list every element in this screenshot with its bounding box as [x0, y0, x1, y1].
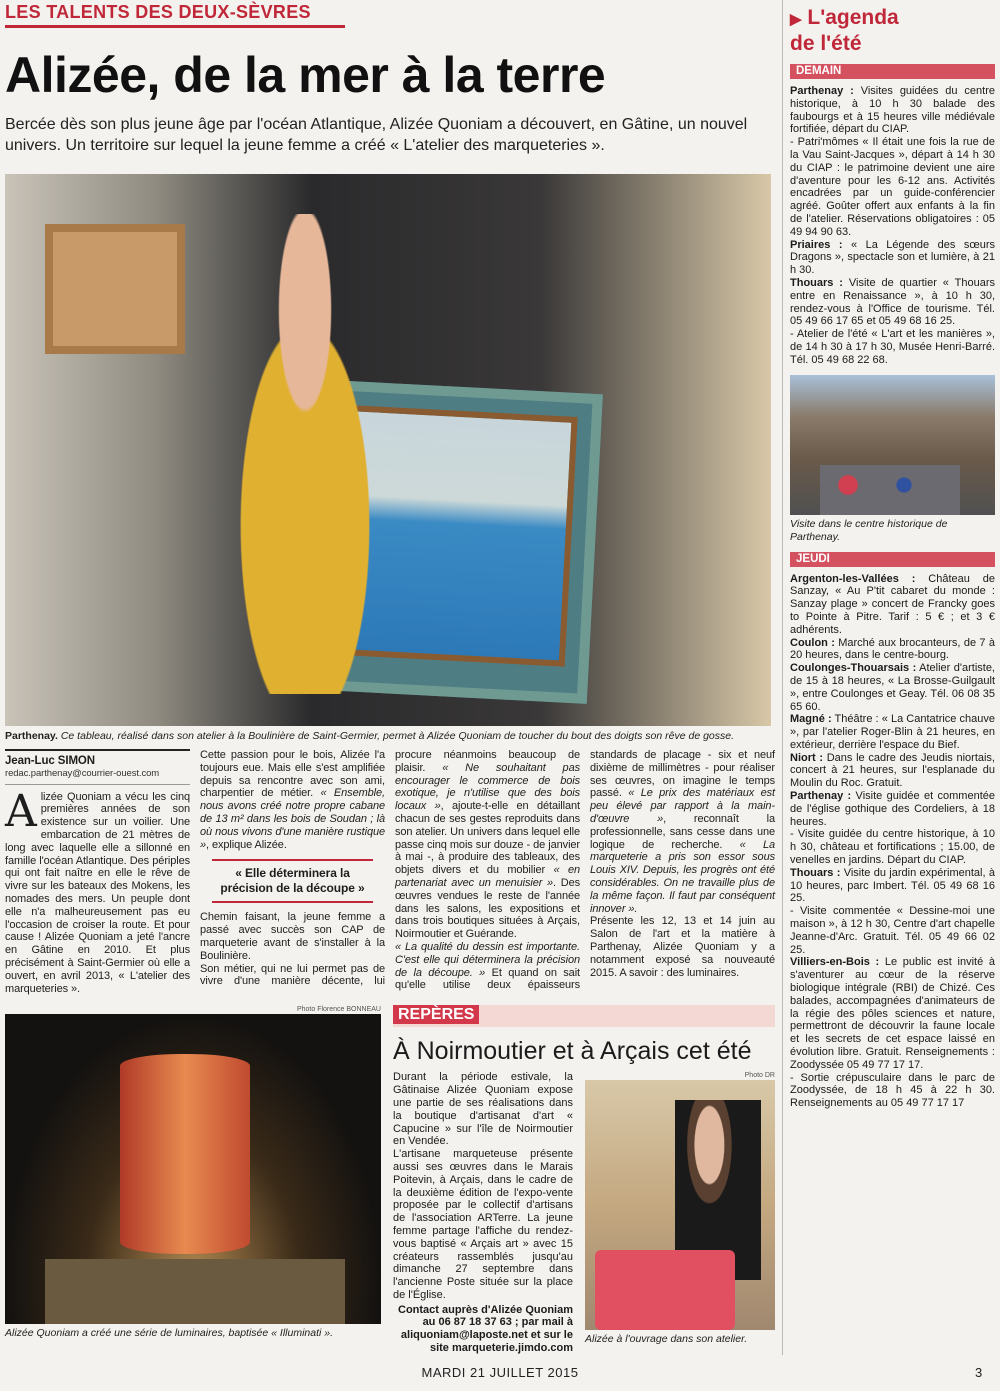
agenda-text: - Patri'mômes « Il était une fois la rue de la Vau Saint-Jacques », départ à 14 h 30 du CIAP : le patrimoine devient une aire d'aventure pour les 6-12 ans. Activités encadrées par un guide-conférencier agréé. Goûter offert aux enfants à la fin de l'atelier. Réservations obligatoires : 05 49 94 90 63. [790, 136, 995, 238]
page-number: 3 [975, 1365, 983, 1380]
agenda-entry [790, 328, 995, 366]
agenda-text: Visites guidées du centre historique, à 10 h 30 balade des faubourgs et à 15 heures ville médiévale fortifiée, départ du CIAP. [790, 85, 995, 136]
article-column-4: « La qualité du dessin est importante. C'est elle qui déterminera la précision de la découpe. » Et quand on sait qu'elle utilise deux épaisseurs standards de placage - six et neuf dixième de millimètres - pour réaliser ses œuvres, on imagine le temps passé. « Le prix des matériaux est peu élevé par rapport à la main-d'œuvre », reconnaît la professionnelle, sans cesse dans une logique de recherche. « La marqueterie a pris son essor sous Louis XIV. Depuis, les progrès ont été considérables. On ne travaille plus de la même façon. Il faut par conséquent innover ». Présente les 12, 13 et 14 juin au Salon de l'art et la matière à Parthenay, Alizée Quoniam y a notamment exposé sa nouveauté 2015. A savoir : des luminaires. [395, 749, 775, 992]
lead-paragraph: Bercée dès son plus jeune âge par l'océan Atlantique, Alizée Quoniam a découvert, en Gâtine, un nouvel univers. Un territoire sur lequel la jeune femme a créé « L'atelier des marqueteries ». [5, 116, 748, 154]
reperes-band [393, 1005, 775, 1027]
reperes-tag: REPÈRES [393, 1005, 479, 1024]
agenda-entry [790, 662, 995, 713]
agenda-entry [790, 713, 995, 751]
agenda-entry [790, 277, 995, 328]
article-column-2: Cette passion pour le bois, Alizée l'a toujours eue. Mais elle s'est amplifiée depuis sa rencontre avec son ami, charpentier de métier. « Ensemble, nous avons créé notre propre cabane de 13 m² dans les bois de Soudan ; là où nous vivons d'une manière rustique », explique Alizée. « Elle déterminera la précision de la découpe » Chemin faisant, la jeune femme a passé avec succès son CAP de marqueterie avant de s'installer à la Boulinière. [200, 749, 385, 962]
column-divider [782, 0, 783, 1355]
wood-base [45, 1259, 345, 1324]
headline: Alizée, de la mer à la terre [5, 47, 606, 103]
agenda-town: Niort : [790, 751, 824, 764]
reperes-photo-block [585, 1071, 775, 1346]
agenda-text: Marché aux brocanteurs, de 7 à 20 heures, dans le centre-bourg. [790, 636, 995, 662]
agenda-entry [790, 867, 995, 905]
agenda-town: Argenton-les-Vallées : [790, 572, 916, 585]
main-photo-caption: Parthenay. Ce tableau, réalisé dans son atelier à la Boulinière de Saint-Germier, permet à Alizée Quoniam de toucher du bout des doigts son rêve de gosse. [5, 730, 735, 742]
agenda-town: Parthenay : [790, 85, 854, 97]
agenda-town: Magné : [790, 713, 832, 726]
agenda-town: Villiers-en-Bois : [790, 956, 880, 969]
framed-picture [45, 224, 185, 354]
reperes-contact: Contact auprès d'Alizée Quoniam au 06 87 18 37 63 ; par mail à aliquoniam@laposte.net et sur le site marqueterie.jimdo.com [398, 1303, 573, 1355]
article-body [5, 749, 775, 995]
lamp [120, 1054, 250, 1254]
reperes-box [393, 1005, 775, 1355]
agenda-text: Dans le cadre des Jeudis niortais, concert à 21 heures, sur l'esplanade du Moulin du Roc. Gratuit. [790, 751, 995, 790]
main-photo [5, 174, 771, 726]
agenda-photo [790, 375, 995, 515]
agenda-town: Coulonges-Thouarsais : [790, 662, 917, 675]
agenda-town: Priaires : [790, 238, 843, 251]
agenda-entry [790, 956, 995, 1071]
article-column-3: Son métier, qui ne lui permet pas de vivre d'une manière décente, lui procure néanmoins beaucoup de plaisir. « Ne souhaitant pas encourager le commerce de bois exotique, je n'utilise que des bois locaux », ajoute-t-elle en détaillant chacun de ses gestes reproduits dans son atelier. Un univers dans lequel elle passe cinq mois sur douze - de janvier à mai -, à produire des tableaux, des objets divers et du mobilier « en partenariat avec un menuisier ». Des œuvres vendues le reste de l'année dans les salons, les expositions et dans trois boutiques situées à Arçais, Noirmoutier et Guérande. [200, 749, 580, 988]
agenda-entry [790, 239, 995, 277]
reperes-photo-credit: Photo DR [744, 1072, 775, 1080]
dropcap: A [5, 785, 37, 837]
reperes-text: Durant la période estivale, la Gâtinaise Alizée Quoniam expose une partie de ses réalisations dans la boutique d'artisanat d'art « Capucine » sur l'île de Noirmoutier en Vendée. L'artisane marqueteuse présente aussi ses œuvres dans le Marais Poitevin, à Arçais, dans le cadre de la deuxième édition de l'expo-vente proposée par le collectif d'artisans de l'association ARTerre. La jeune femme partage l'affiche du rendez-vous baptisé « Arçais art » avec 15 créateurs rassemblés jusqu'au dimanche 27 septembre dans l'ancienne Poste située sur la place de l'Église. Contact auprès d'Alizée Quoniam au 06 87 18 37 63 ; par mail à aliquoniam@laposte.net et sur le site marqueterie.jimdo.com [393, 1071, 573, 1355]
lamp-photo-credit: Photo Florence BONNEAU [296, 1006, 381, 1014]
author: Jean-Luc SIMON [5, 749, 190, 768]
agenda-text: Visite de quartier « Thouars entre en Renaissance », à 10 h 30, rendez-vous à l'Office de tourisme. Tél. 05 49 66 17 65 et 05 49 68 16 25. [790, 276, 995, 328]
agenda-entry [790, 752, 995, 790]
agenda-town: Thouars : [790, 276, 843, 289]
lamp-block [5, 1005, 381, 1340]
author-email: redac.parthenay@courrier-ouest.com [5, 768, 190, 785]
agenda-jeudi-bar: JEUDI [790, 552, 995, 567]
agenda-text: Visite guidée et commentée de l'église gothique des Cordeliers, à 18 heures. [790, 790, 995, 828]
agenda-photo-caption: Visite dans le centre historique de Parthenay. [790, 517, 948, 543]
agenda-demain-bar: DEMAIN [790, 64, 995, 79]
agenda-text: Château de Sanzay, « Au P'tit cabaret du monde : Sanzay plage » concert de Francky goes to Pointe à Pitre. Tarif : 5 € ; et 3 € adhérents. [790, 572, 995, 636]
reperes-title: À Noirmoutier et à Arçais cet été [393, 1037, 752, 1066]
intertitle: « Elle déterminera la précision de la découpe » [212, 859, 373, 903]
reperes-photo [585, 1080, 775, 1330]
visitors-group [820, 465, 960, 515]
agenda-town: Thouars : [790, 866, 841, 879]
agenda-entry [790, 573, 995, 637]
section-rubric: LES TALENTS DES DEUX-SÈVRES [5, 2, 345, 28]
agenda-town: Parthenay : [790, 790, 852, 803]
bottom-row [5, 1005, 775, 1355]
scroll-saw [595, 1250, 735, 1330]
woman-figure [205, 214, 405, 694]
agenda-text: Atelier d'artiste, de 15 à 18 heures, « La Brosse-Guilgault », entre Coulonges et Geay. Tél. 06 08 35 65 60. [790, 662, 995, 713]
agenda-text: - Atelier de l'été « L'art et les manières », de 14 h 30 à 17 h 30, Musée Henri-Barré. Tél. 05 49 68 22 68. [790, 328, 995, 366]
agenda-text: Théâtre : « La Cantatrice chauve », par l'atelier Roger-Blin à 21 heures, en extérieur, derrière l'espace du Bief. [790, 713, 996, 751]
agenda-entry [790, 828, 995, 866]
arrow-icon: ▶ [790, 11, 802, 28]
agenda-text: - Visite commentée « Dessine-moi une maison », à 12 h 30, Centre d'art chapelle Jeanne-d'Arc. Gratuit. Tél. 05 49 66 02 25. [790, 905, 995, 956]
agenda-jeudi-list [790, 573, 995, 1110]
reperes-photo-caption: Alizée à l'ouvrage dans son atelier. [585, 1333, 748, 1346]
agenda-entry [790, 637, 995, 663]
agenda-entry [790, 905, 995, 956]
agenda-entry [790, 85, 995, 136]
article-column-1: Jean-Luc SIMON redac.parthenay@courrier-ouest.com Alizée Quoniam a vécu les cinq premières années de son existence sur un voilier. Une embarcation de 21 mètres de long avec laquelle elle a sillonné en famille l'océan Atlantique. Des périples qui ont fait naître en elle le rêve de vivre sur les bateaux des Mokens, les nomades des mers. Un peuple dont elle n'a malheureusement pas eu l'occasion de croiser la route. Et pour cause ! Alizée Quoniam a jeté l'ancre en Gâtine en 2010. Et plus précisément à Saint-Germier où elle a ouvert, en avril 2013, « L'atelier des marqueteries ». [5, 749, 190, 995]
agenda-text: « La Légende des sœurs Dragons », spectacle son et lumière, à 21 h 30. [790, 238, 995, 277]
agenda-sidebar [790, 6, 995, 1110]
lower-content [5, 730, 775, 1355]
agenda-town: Coulon : [790, 636, 835, 649]
lamp-photo-caption: Alizée Quoniam a créé une série de luminaires, baptisée « Illuminati ». [5, 1327, 334, 1340]
page-date: MARDI 21 JUILLET 2015 [421, 1365, 579, 1380]
agenda-text: Le public est invité à s'aventurer au cœur de la réserve biologique intégrale (RBI) de Chizé. Ces balades, accompagnées d'animateurs de la régie des pôles sciences et nature, permettront de découvrir la faune locale et les secrets de cet espace laissé en évolution libre. Gratuit. Renseignements : Zoodyssée 05 49 77 17 17. [790, 956, 995, 1071]
lamp-photo [5, 1014, 381, 1324]
agenda-entry [790, 136, 995, 238]
agenda-text: - Visite guidée du centre historique, à 10 h 30, château et fortifications ; 15.00, de venelles en jardins. Départ du CIAP. [790, 828, 995, 867]
agenda-entry [790, 790, 995, 828]
agenda-text: Visite du jardin expérimental, à 10 heures, parc Imbert. Tél. 05 49 68 16 25. [790, 866, 995, 905]
agenda-text: - Sortie crépusculaire dans le parc de Zoodyssée, de 18 h 45 à 22 h 30. Renseignements au 05 49 77 17 17 [790, 1071, 995, 1110]
agenda-title: ▶ L'agenda de l'été [790, 6, 899, 55]
agenda-entry [790, 1072, 995, 1110]
agenda-demain-list [790, 85, 995, 367]
